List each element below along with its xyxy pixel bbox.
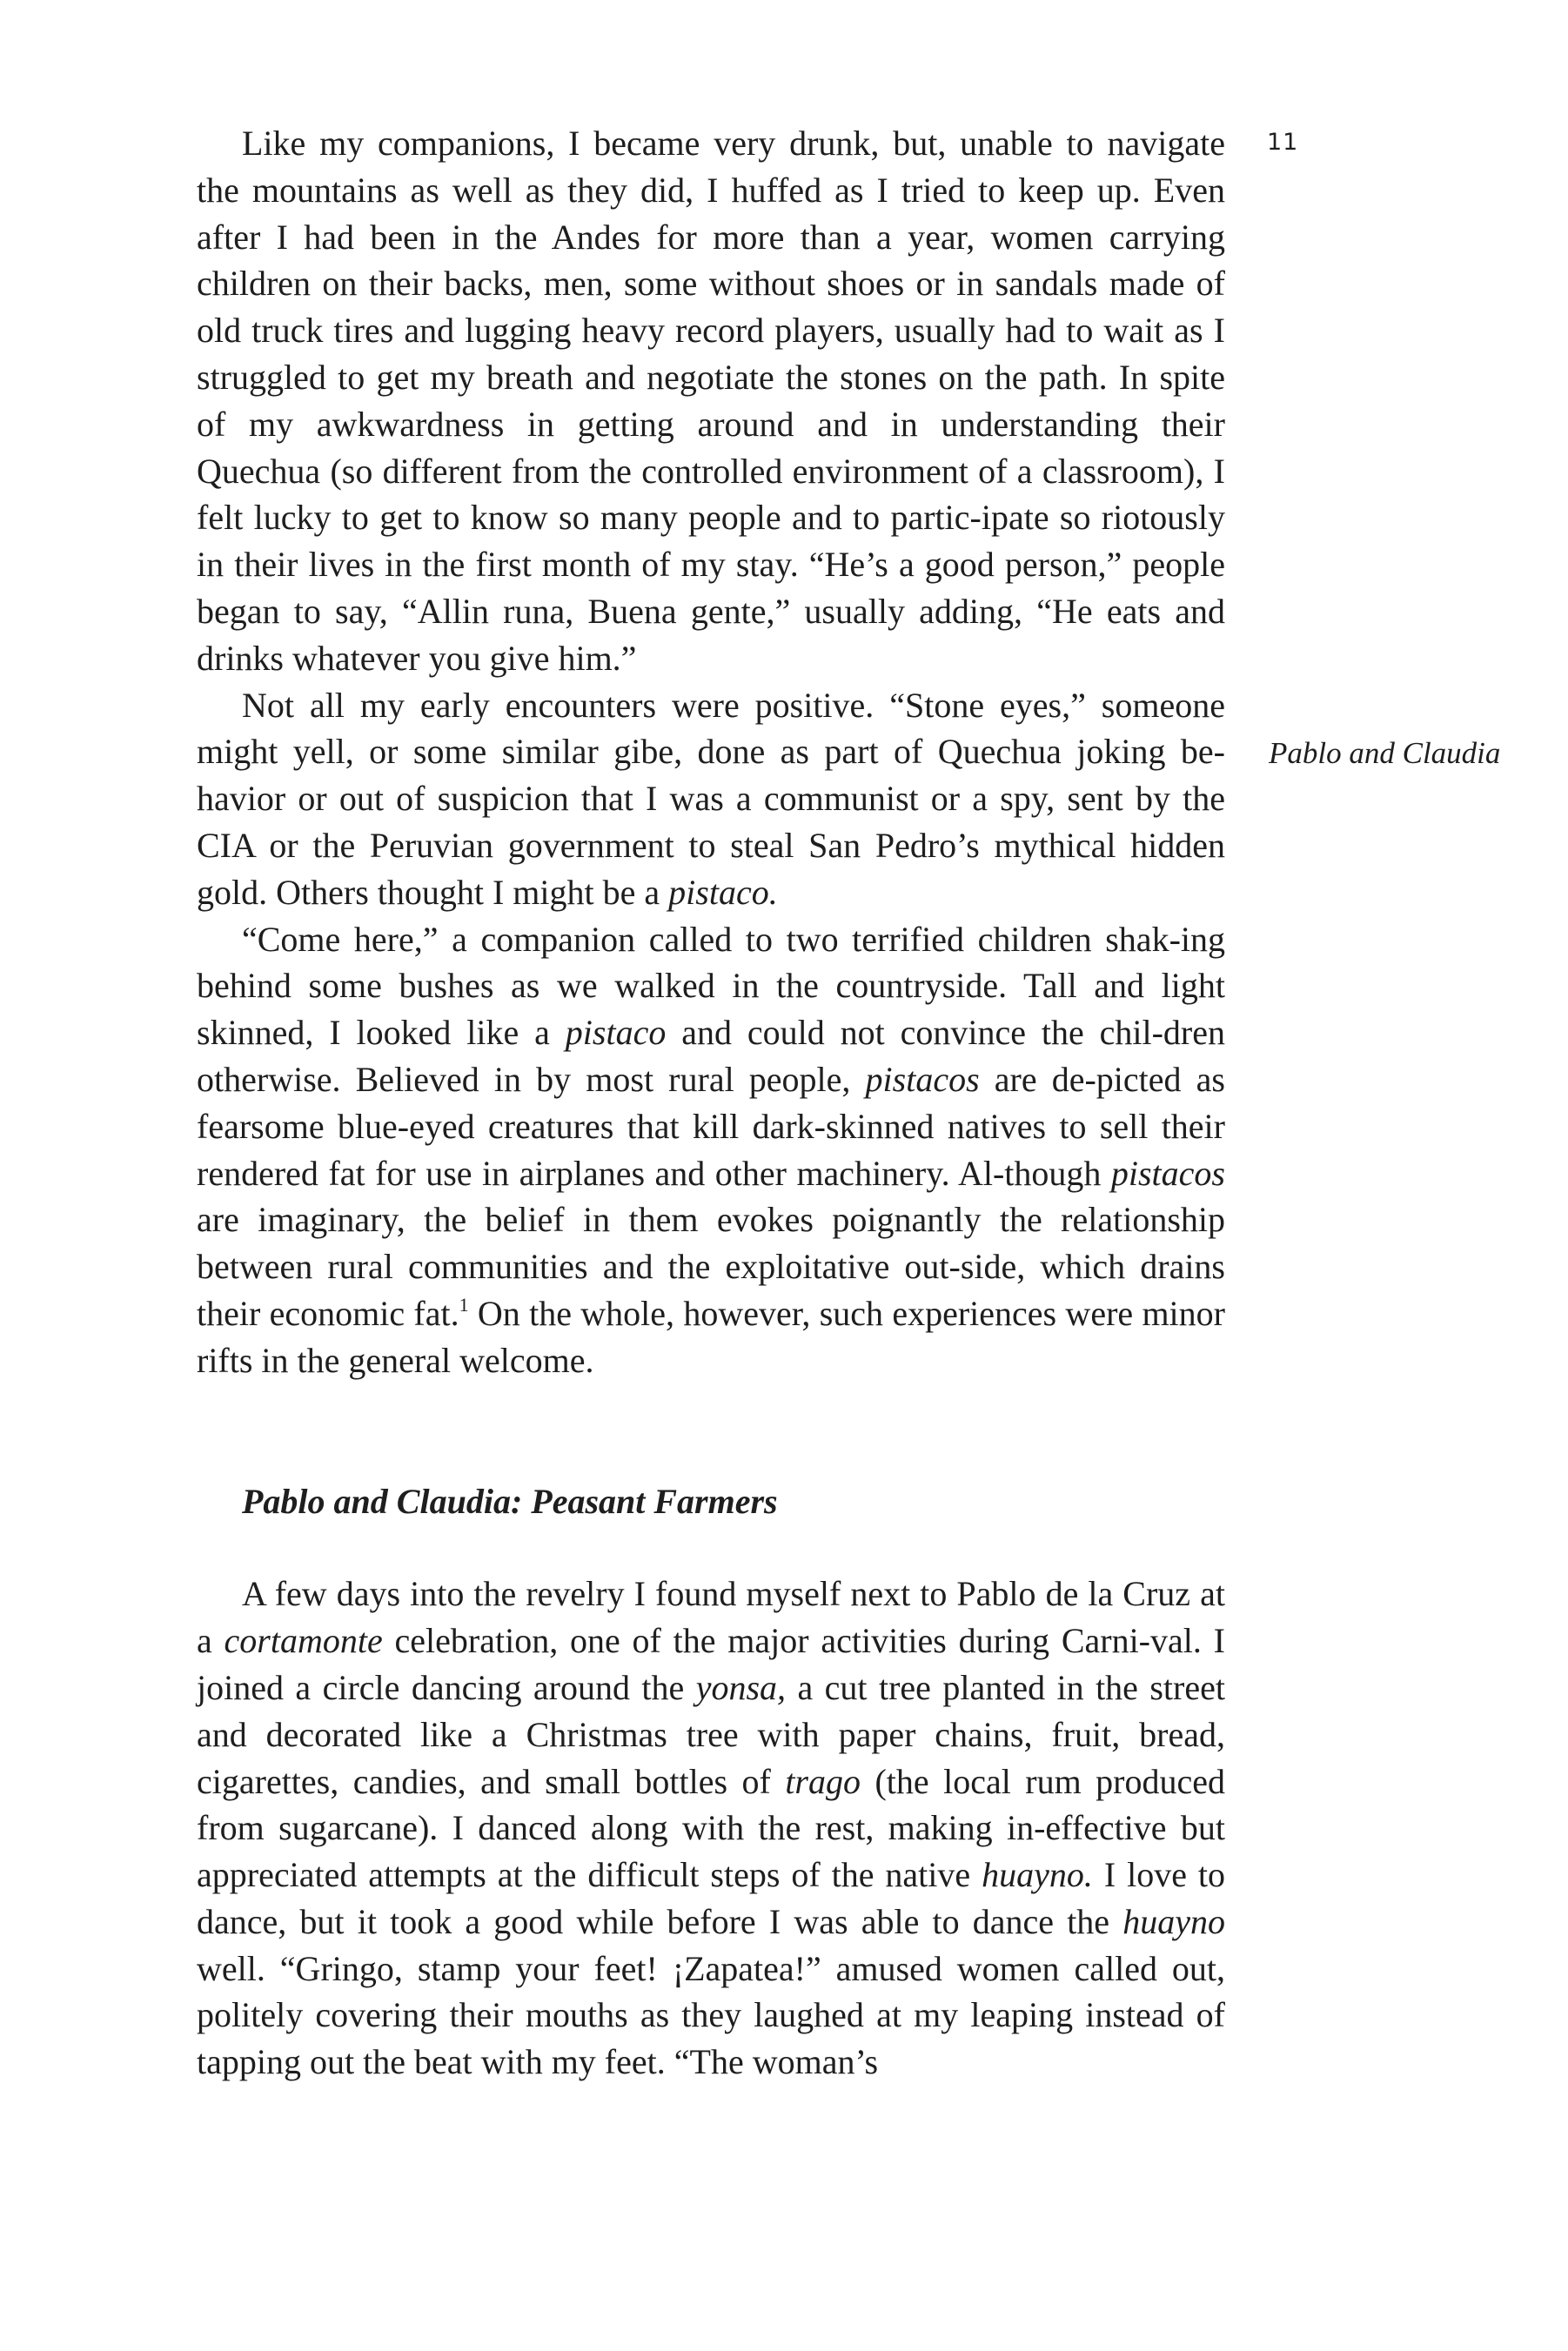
footnote-ref: 1 [459,1293,469,1316]
italic-term: pistacos [1110,1153,1225,1193]
text-run: Not all my early encounters were positive. “Stone eyes,” someone might yell, or some similar gibe, done as part of Quechua joking be-havior or out of suspicion that I was a communist or a spy, sent by the CIA or the Peruvian government to steal San Pedro’s mythical hidden gold. Others thought I might be a [197,685,1225,912]
text-run: (the local rum produced from sugarcane). I danced along with the rest, making in-effective but appreciated attempts at the difficult steps of the native [197,1761,1226,1895]
paragraph [197,916,1225,1384]
paragraph [197,1571,1225,2086]
paragraphs-before [197,120,1225,1384]
italic-term: huayno [1122,1901,1225,1941]
italic-term: yonsa, [695,1667,787,1707]
text-run: and could not convince the chil-dren otherwise. Believed in by most rural people, [197,1013,1225,1099]
italic-term: cortamonte [224,1621,383,1661]
italic-term: pistaco [565,1013,667,1053]
text-run: I love to dance, but it took a good while before I was able to dance the [197,1855,1225,1941]
text-run: On the whole, however, such experiences were minor rifts in the general welcome. [197,1293,1225,1380]
text-run: Like my companions, I became very drunk, but, unable to navigate the mountains as well as they did, I huffed as I tried to keep up. Even after I had been in the Andes for more than a year, women carrying children on their backs, men, some without shoes or in sandals made of old truck tires and lugging heavy record players, usually had to wait as I struggled to get my breath and negotiate the stones on the path. In spite of my awkwardness in getting around and in understanding their Quechua (so different from the controlled environment of a classroom), I felt lucky to get to know so many people and to partic-ipate so riotously in their lives in the first month of my stay. “He’s a good person,” people began to say, “Allin runa, Buena gente,” usually adding, “He eats and drinks whatever you give him.” [197,124,1225,678]
paragraph [197,120,1225,682]
italic-term: trago [785,1761,861,1801]
page-number: 11 [1267,129,1299,156]
text-run: a cut tree planted in the street and decorated like a Christmas tree with paper chains, fruit, bread, cigarettes, candies, and small bottles of [197,1667,1225,1801]
running-head: Pablo and Claudia [1269,736,1501,770]
paragraphs-after [197,1571,1225,2086]
text-run: celebration, one of the major activities during Carni-val. I joined a circle dancing around the [197,1621,1225,1707]
text-run: are imaginary, the belief in them evokes poignantly the relationship between rural communities and the exploitative out-side, which drains their economic fat. [197,1200,1225,1333]
section-heading: Pablo and Claudia: Peasant Farmers [242,1481,778,1521]
paragraph [197,682,1225,916]
italic-term: pistaco. [668,872,778,912]
text-run: A few days into the revelry I found myself next to Pablo de la Cruz at a [197,1574,1225,1661]
body-text [197,120,1225,2086]
italic-term: pistacos [865,1059,980,1099]
text-run: well. “Gringo, stamp your feet! ¡Zapatea!” amused women called out, politely covering their mouths as they laughed at my leaping instead of tapping out the beat with my feet. “The woman’s [197,1948,1225,2082]
text-run: are de-picted as fearsome blue-eyed creatures that kill dark-skinned natives to sell their rendered fat for use in airplanes and other machinery. Al-though [197,1059,1225,1193]
text-run: “Come here,” a companion called to two terrified children shak-ing behind some bushes as we walked in the countryside. Tall and light skinned, I looked like a [197,919,1225,1053]
italic-term: huayno. [982,1855,1093,1895]
